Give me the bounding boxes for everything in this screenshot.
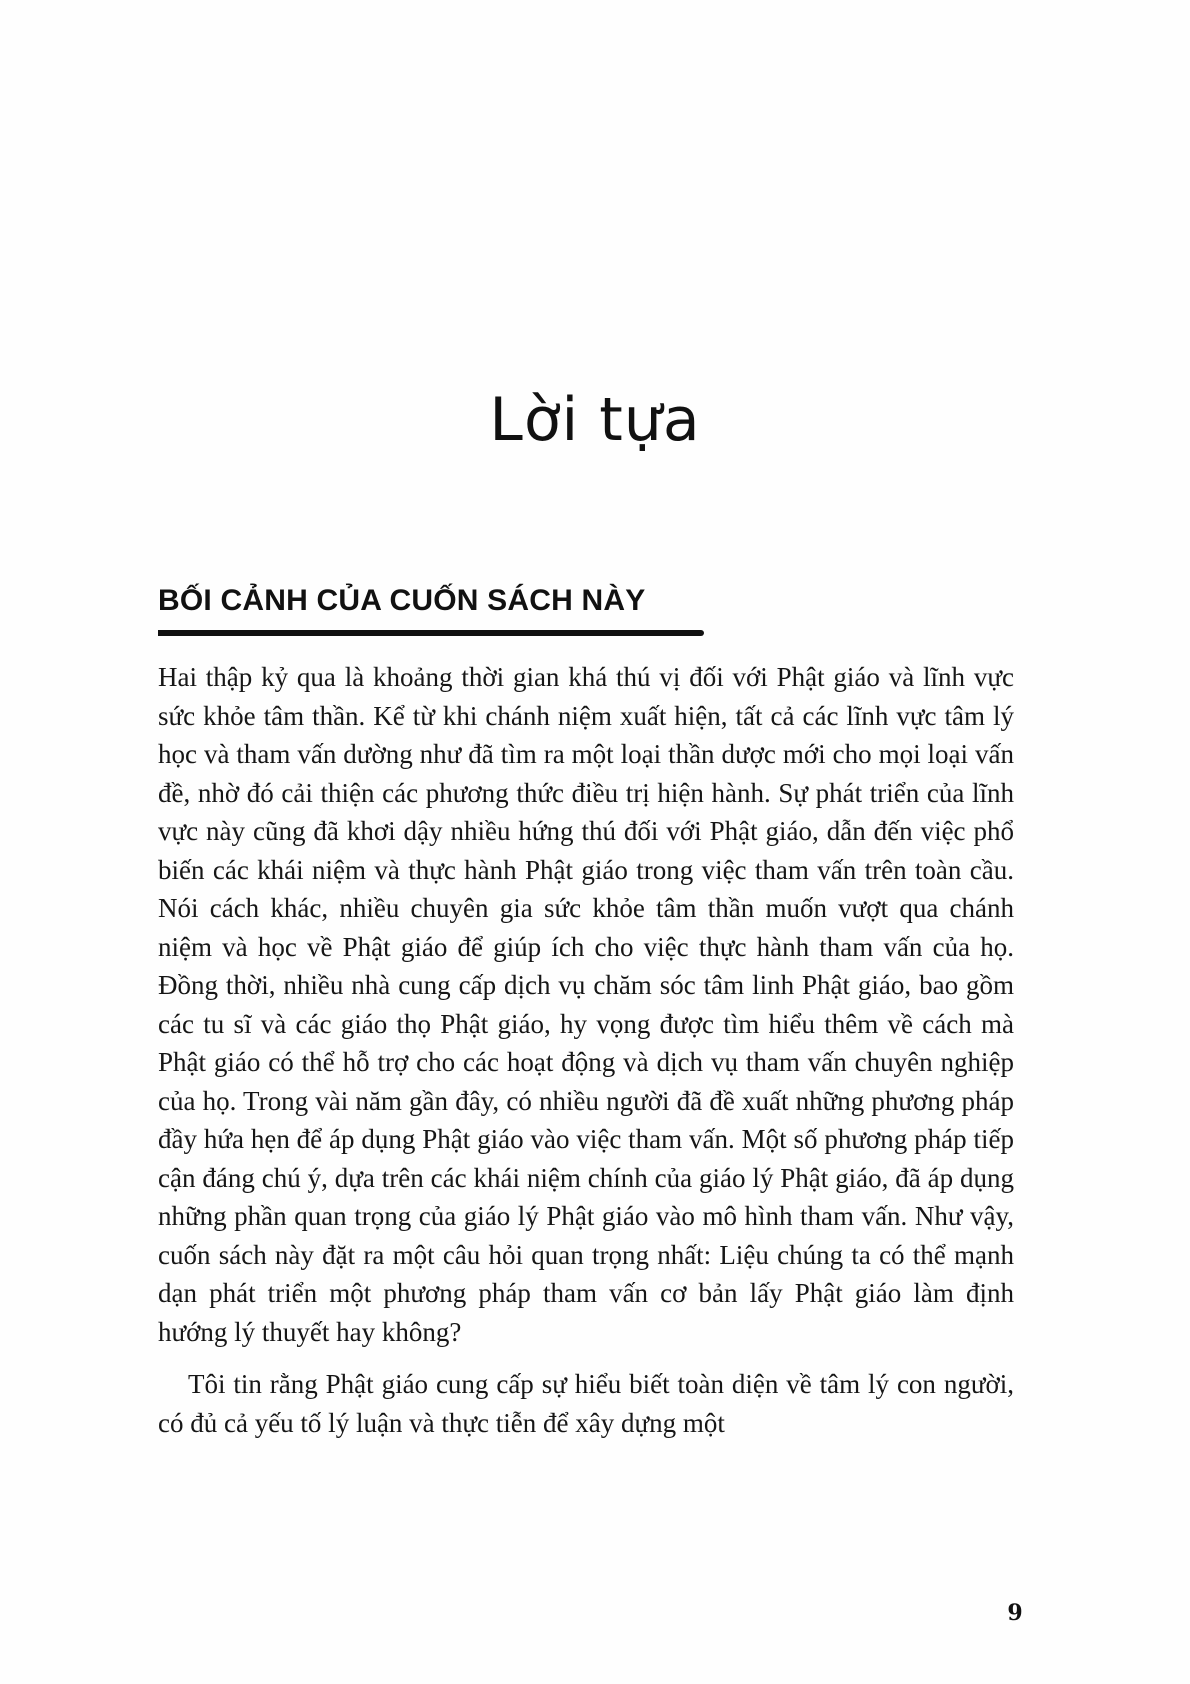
section-heading: BỐI CẢNH CỦA CUỐN SÁCH NÀY: [158, 584, 646, 617]
body-paragraph: Tôi tin rằng Phật giáo cung cấp sự hiểu biết toàn diện về tâm lý con người, có đủ cả yếu tố lý luận và thực tiễn để xây dựng một: [158, 1369, 1014, 1438]
body-text: [158, 658, 1014, 1442]
section-heading-underline: [158, 630, 704, 636]
chapter-title: Lời tựa: [489, 385, 701, 455]
body-paragraph: Hai thập kỷ qua là khoảng thời gian khá thú vị đối với Phật giáo và lĩnh vực sức khỏe tâm thần. Kể từ khi chánh niệm xuất hiện, tất cả các lĩnh vực tâm lý học và tham vấn dường như đã tìm ra một loại thần dược mới cho mọi loại vấn đề, nhờ đó cải thiện các phương thức điều trị hiện hành. Sự phát triển của lĩnh vực này cũng đã khơi dậy nhiều hứng thú đối với Phật giáo, dẫn đến việc phổ biến các khái niệm và thực hành Phật giáo trong việc tham vấn trên toàn cầu. Nói cách khác, nhiều chuyên gia sức khỏe tâm thần muốn vượt qua chánh niệm và học về Phật giáo để giúp ích cho việc thực hành tham vấn của họ. Đồng thời, nhiều nhà cung cấp dịch vụ chăm sóc tâm linh Phật giáo, bao gồm các tu sĩ và các giáo thọ Phật giáo, hy vọng được tìm hiểu thêm về cách mà Phật giáo có thể hỗ trợ cho các hoạt động và dịch vụ tham vấn chuyên nghiệp của họ. Trong vài năm gần đây, có nhiều người đã đề xuất những phương pháp đầy hứa hẹn để áp dụng Phật giáo vào việc tham vấn. Một số phương pháp tiếp cận đáng chú ý, dựa trên các khái niệm chính của giáo lý Phật giáo, đã áp dụng những phần quan trọng của giáo lý Phật giáo vào mô hình tham vấn. Như vậy, cuốn sách này đặt ra một câu hỏi quan trọng nhất: Liệu chúng ta có thể mạnh dạn phát triển một phương pháp tham vấn cơ bản lấy Phật giáo làm định hướng lý thuyết hay không?: [158, 662, 1014, 1347]
page-number: 9: [1007, 1600, 1023, 1626]
